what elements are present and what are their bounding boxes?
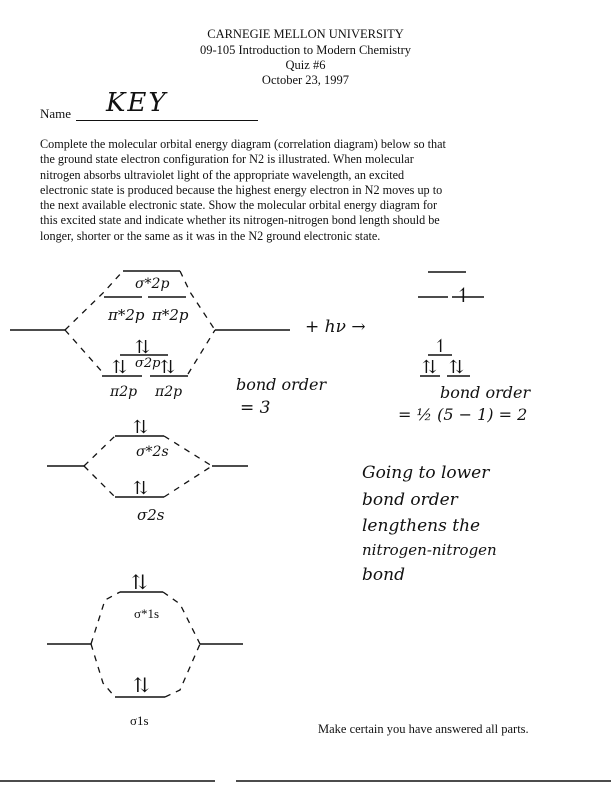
name-label: Name xyxy=(40,106,72,121)
quiz-date: October 23, 1997 xyxy=(261,73,350,87)
correlation-line xyxy=(84,436,115,466)
ground-bond-order-label: bond order xyxy=(236,375,327,394)
footer-note: Make certain you have answered all parts. xyxy=(318,722,529,736)
sigma-star-2p-label: σ*2p xyxy=(135,276,170,292)
correlation-line xyxy=(84,466,115,497)
name-value: KEY xyxy=(106,88,168,118)
correlation-line xyxy=(165,644,200,697)
instruction-line: electronic state is produced because the highest energy electron in N2 moves up to xyxy=(40,182,443,197)
instruction-line: the ground state electron configuration for N2 is illustrated. When molecular xyxy=(40,152,414,167)
excited-bond-order-label: bond order xyxy=(440,383,531,402)
sigma-2p-label: σ2p xyxy=(135,356,161,371)
conclusion-line: Going to lower xyxy=(362,463,490,483)
correlation-line xyxy=(163,592,200,644)
pi-2p-electrons-b: ⇅ xyxy=(160,357,176,378)
sigma-2s-label: σ2s xyxy=(137,506,165,524)
instruction-line: nitrogen absorbs ultraviolet light of the appropriate wavelength, an excited xyxy=(40,167,405,182)
correlation-line xyxy=(91,644,115,697)
2s-block xyxy=(47,417,248,524)
conclusion-note xyxy=(362,463,497,585)
conclusion-line: bond xyxy=(362,565,405,585)
excited-pi-2p-electrons-a: ⇅ xyxy=(422,357,438,378)
pi-2p-electrons-a: ⇅ xyxy=(112,357,128,378)
quiz-number: Quiz #6 xyxy=(285,58,326,72)
conclusion-line: bond order xyxy=(362,490,458,510)
pi-2p-label-a: π2p xyxy=(110,384,138,400)
1s-block xyxy=(47,570,243,728)
pi-star-2p-label-b: π*2p xyxy=(152,306,189,324)
excited-sigma-2p-electron: ↿ xyxy=(433,336,449,357)
pi-star-2p-label-a: π*2p xyxy=(108,306,145,324)
correlation-line xyxy=(188,330,215,374)
ground-bond-order-value: = 3 xyxy=(240,398,271,418)
sigma-star-2s-label: σ*2s xyxy=(136,444,169,460)
sigma-star-1s-electrons: ⇅ xyxy=(131,570,148,594)
sigma-2p-electrons: ⇅ xyxy=(135,337,151,358)
university-title: CARNEGIE MELLON UNIVERSITY xyxy=(207,27,404,41)
instruction-line: the next available electronic state. Show the molecular orbital energy diagram for xyxy=(40,198,438,213)
instruction-line: Complete the molecular orbital energy diagram (correlation diagram) below so that xyxy=(40,137,446,151)
sigma-2s-electrons: ⇅ xyxy=(133,478,149,499)
sigma-star-2s-electrons: ⇅ xyxy=(133,417,149,438)
correlation-line xyxy=(91,592,120,644)
photon-absorption-label: + hν → xyxy=(305,317,366,337)
excited-pi-2p-electrons-b: ⇅ xyxy=(449,357,465,378)
correlation-line xyxy=(164,436,212,466)
instruction-line: this excited state and indicate whether its nitrogen-nitrogen bond length should be xyxy=(40,213,440,228)
instruction-line: longer, shorter or the same as it was in the N2 ground electronic state. xyxy=(40,228,381,243)
sigma-1s-label: σ1s xyxy=(130,713,149,728)
excited-bond-order-value: = ½ (5 − 1) = 2 xyxy=(398,405,528,424)
correlation-line xyxy=(65,330,104,374)
sigma-star-1s-label: σ*1s xyxy=(134,606,160,621)
correlation-line xyxy=(164,466,212,497)
excited-pi-star-electron: ↿ xyxy=(455,283,472,307)
course-title: 09-105 Introduction to Modern Chemistry xyxy=(199,43,412,57)
sigma-1s-electrons: ⇅ xyxy=(133,673,150,697)
conclusion-line: nitrogen-nitrogen xyxy=(362,541,497,559)
pi-2p-label-b: π2p xyxy=(155,384,183,400)
excited-state-diagram xyxy=(398,272,532,424)
conclusion-line: lengthens the xyxy=(362,516,481,536)
